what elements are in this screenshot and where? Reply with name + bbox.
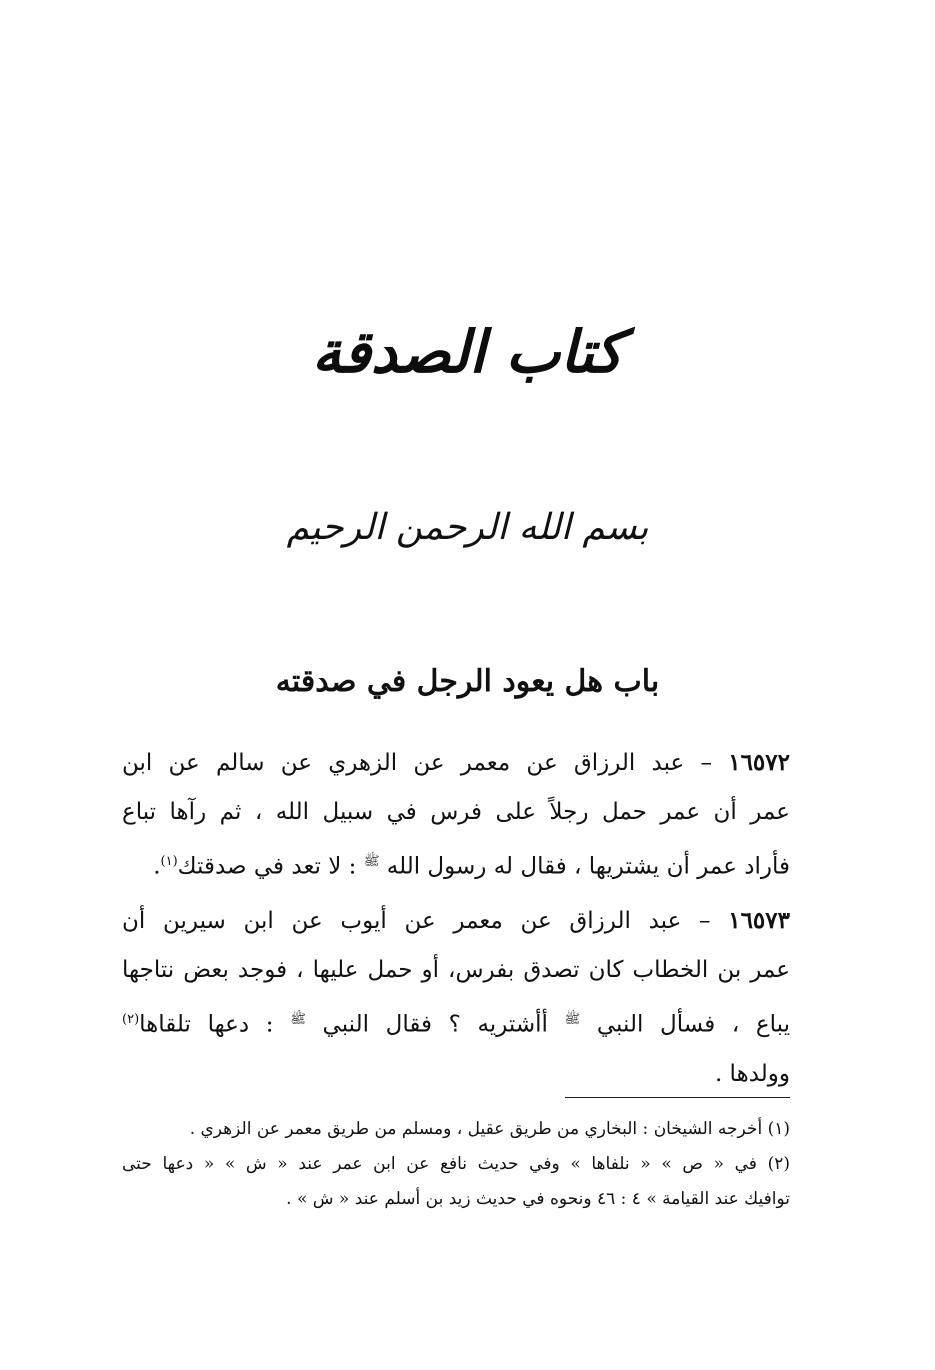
text-line-content: – عبد الرزاق عن معمر عن الزهري عن سالم عن ابن xyxy=(122,750,712,776)
basmala: بسم الله الرحمن الرحيم xyxy=(286,507,649,548)
text-line xyxy=(122,995,790,1050)
hadith-entry-16572 xyxy=(122,738,790,892)
text-line-content: – عبد الرزاق عن معمر عن أيوب عن ابن سيرين أن xyxy=(122,908,711,934)
book-title: كتاب الصدقة xyxy=(312,318,623,386)
sallallahu-mark: ﷺ xyxy=(564,1012,581,1027)
text-line: وولدها . xyxy=(714,1060,790,1087)
footnote-divider xyxy=(565,1097,790,1098)
hadith-number: ١٦٥٧٣ xyxy=(728,907,790,934)
sallallahu-mark: ﷺ xyxy=(363,854,380,869)
text-line: عمر أن عمر حمل رجلاً على فرس في سبيل الله ، ثم رآها تباع xyxy=(122,799,790,825)
text-line: عمر بن الخطاب كان تصدق بفرس، أو حمل عليها ، فوجد بعض نتاجها xyxy=(122,957,790,983)
footnote-2-continued: توافيك عند القيامة » ٤ : ٤٦ ونحوه في حديث زيد بن أسلم عند « ش » . xyxy=(286,1189,790,1209)
footnote-ref: (١) xyxy=(160,854,178,869)
sallallahu-mark: ﷺ xyxy=(290,1012,306,1027)
footnote-1 xyxy=(122,1112,790,1147)
text-line-content: فأراد عمر أن يشتريها ، فقال له رسول الله xyxy=(386,853,790,880)
footnote-text: في « ص » « نلفاها » وفي حديث نافع عن ابن عمر عند « ش » « دعها حتى xyxy=(122,1154,757,1174)
footnote-text: أخرجه الشيخان : البخاري من طريق عقيل ، ومسلم من طريق معمر عن الزهري . xyxy=(189,1119,763,1139)
hadith-number: ١٦٥٧٢ xyxy=(728,749,790,776)
footnote-label: (٢) xyxy=(767,1154,790,1174)
text-line-content: أأشتريه ؟ فقال النبي xyxy=(322,1011,548,1038)
text-line-content: : لا تعد في صدقتك xyxy=(177,853,357,880)
text-line xyxy=(122,896,790,946)
footnote-label: (١) xyxy=(767,1119,790,1139)
chapter-heading: باب هل يعود الرجل في صدقته xyxy=(275,664,660,699)
text-line: فأراد عمر أن يشتريها ، فقال له رسول الله $^ﷺ$ : لا تعد في صدقتك$^{(١)}$. xyxy=(153,853,790,880)
footnote-ref: (٢) xyxy=(122,1012,140,1027)
text-line-content: : دعها تلقاها xyxy=(139,1011,274,1038)
text-line-content: يباع ، فسأل النبي xyxy=(596,1011,790,1038)
hadith-entry-16573 xyxy=(122,896,790,1099)
text-line xyxy=(122,738,790,788)
footnote-2 xyxy=(122,1147,790,1182)
footnotes xyxy=(122,1112,790,1217)
